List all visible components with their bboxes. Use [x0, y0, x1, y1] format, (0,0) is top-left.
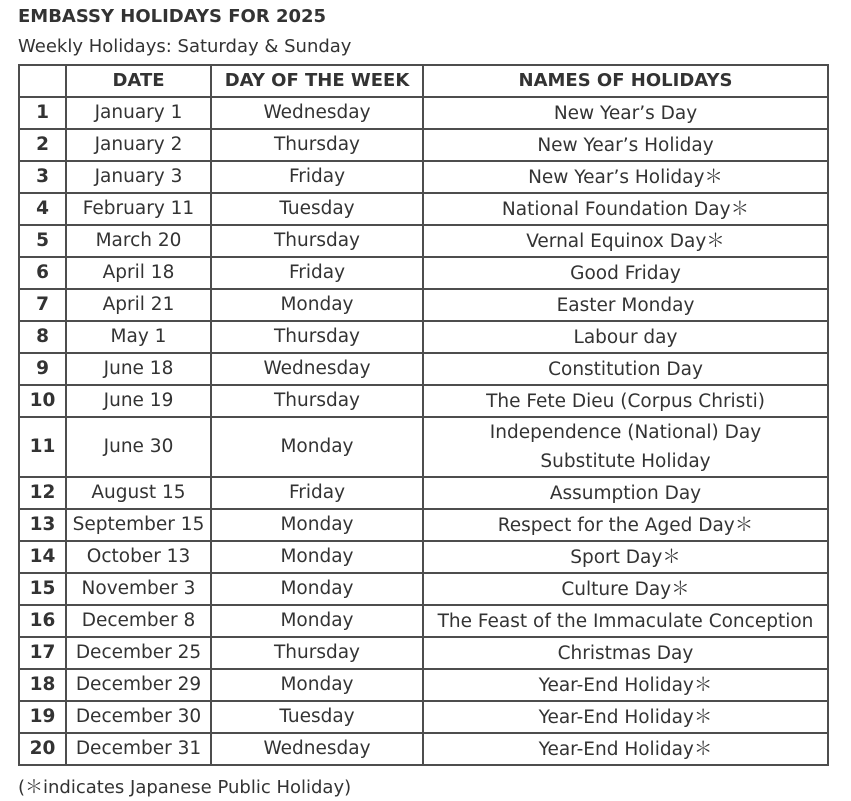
row-holiday-name [423, 225, 828, 257]
row-number: 20 [19, 733, 66, 765]
row-holiday-name [423, 637, 828, 669]
row-number: 9 [19, 353, 66, 385]
holiday-name-line: Assumption Day [549, 482, 702, 504]
row-day-of-week: Monday [211, 669, 423, 701]
holiday-name-line: Independence (National) Day [489, 422, 762, 443]
holiday-name-line: Constitution Day [548, 358, 703, 380]
row-number: 3 [19, 161, 66, 193]
table-row [19, 97, 828, 129]
row-date: October 13 [66, 541, 211, 573]
row-day-of-week: Friday [211, 257, 423, 289]
table-row [19, 477, 828, 509]
row-holiday-name [423, 701, 828, 733]
row-date: November 3 [66, 573, 211, 605]
row-number: 8 [19, 321, 66, 353]
row-holiday-name [423, 509, 828, 541]
holiday-name-line: New Year’s Holiday＊ [528, 166, 723, 188]
row-date: December 25 [66, 637, 211, 669]
table-row [19, 321, 828, 353]
table-row [19, 161, 828, 193]
row-day-of-week: Monday [211, 289, 423, 321]
row-holiday-name [423, 353, 828, 385]
row-day-of-week: Monday [211, 573, 423, 605]
row-day-of-week: Tuesday [211, 193, 423, 225]
holidays-table [18, 64, 829, 766]
row-day-of-week: Thursday [211, 385, 423, 417]
row-holiday-name [423, 385, 828, 417]
table-row [19, 417, 828, 477]
row-number: 14 [19, 541, 66, 573]
row-day-of-week: Tuesday [211, 701, 423, 733]
row-number: 11 [19, 417, 66, 477]
holiday-name-line: Good Friday [570, 262, 681, 284]
row-day-of-week: Thursday [211, 225, 423, 257]
row-number: 4 [19, 193, 66, 225]
row-holiday-name [423, 573, 828, 605]
row-date: June 19 [66, 385, 211, 417]
row-number: 13 [19, 509, 66, 541]
holiday-name-line: New Year’s Holiday [537, 134, 714, 156]
row-date: April 18 [66, 257, 211, 289]
row-number: 17 [19, 637, 66, 669]
row-date: April 21 [66, 289, 211, 321]
footnote: (＊indicates Japanese Public Holiday) [18, 777, 352, 798]
row-date: May 1 [66, 321, 211, 353]
row-date: January 1 [66, 97, 211, 129]
row-date: January 2 [66, 129, 211, 161]
row-number: 10 [19, 385, 66, 417]
table-header-row [19, 65, 828, 97]
row-holiday-name [423, 541, 828, 573]
row-date: December 30 [66, 701, 211, 733]
row-number: 15 [19, 573, 66, 605]
holiday-name-line: Easter Monday [556, 294, 695, 316]
table-row [19, 353, 828, 385]
row-day-of-week: Thursday [211, 129, 423, 161]
holiday-name-line: The Feast of the Immaculate Conception [437, 610, 814, 632]
row-number: 16 [19, 605, 66, 637]
row-holiday-name [423, 289, 828, 321]
header-date: DATE [66, 65, 211, 97]
table-row [19, 573, 828, 605]
row-holiday-name [423, 161, 828, 193]
table-row [19, 541, 828, 573]
holiday-name-line: Respect for the Aged Day＊ [497, 514, 754, 536]
holiday-name-line: Year-End Holiday＊ [538, 738, 713, 760]
row-day-of-week: Monday [211, 417, 423, 477]
row-holiday-name [423, 257, 828, 289]
row-date: January 3 [66, 161, 211, 193]
table-row [19, 669, 828, 701]
holiday-name-line: National Foundation Day＊ [501, 198, 750, 220]
table-row [19, 605, 828, 637]
table-row [19, 257, 828, 289]
row-holiday-name [423, 129, 828, 161]
row-date: December 29 [66, 669, 211, 701]
holiday-name-line: Sport Day＊ [570, 546, 681, 568]
row-day-of-week: Monday [211, 509, 423, 541]
row-holiday-name [423, 733, 828, 765]
row-number: 5 [19, 225, 66, 257]
row-date: March 20 [66, 225, 211, 257]
table-row [19, 289, 828, 321]
row-number: 2 [19, 129, 66, 161]
row-day-of-week: Wednesday [211, 353, 423, 385]
holiday-name-line: Year-End Holiday＊ [538, 706, 713, 728]
row-date: August 15 [66, 477, 211, 509]
table-row [19, 509, 828, 541]
row-day-of-week: Monday [211, 541, 423, 573]
row-date: September 15 [66, 509, 211, 541]
holiday-name-line: The Fete Dieu (Corpus Christi) [486, 390, 765, 412]
table-body [19, 97, 828, 765]
holiday-name-line: Labour day [573, 326, 678, 348]
holiday-name-line: Year-End Holiday＊ [538, 674, 713, 696]
table-row [19, 385, 828, 417]
holiday-name-line: Culture Day＊ [561, 578, 690, 600]
row-holiday-name [423, 321, 828, 353]
row-number: 18 [19, 669, 66, 701]
row-holiday-name [423, 417, 828, 477]
row-day-of-week: Friday [211, 161, 423, 193]
table-row [19, 193, 828, 225]
row-holiday-name [423, 605, 828, 637]
row-holiday-name [423, 193, 828, 225]
holiday-name-line: Vernal Equinox Day＊ [526, 230, 725, 252]
holiday-name-line: Substitute Holiday [540, 451, 711, 472]
header-day-of-week: DAY OF THE WEEK [211, 65, 423, 97]
row-date: December 31 [66, 733, 211, 765]
row-day-of-week: Thursday [211, 321, 423, 353]
row-date: June 18 [66, 353, 211, 385]
row-number: 1 [19, 97, 66, 129]
holiday-name-line: Christmas Day [557, 642, 694, 664]
row-day-of-week: Friday [211, 477, 423, 509]
row-holiday-name [423, 97, 828, 129]
row-number: 7 [19, 289, 66, 321]
row-date: June 30 [66, 417, 211, 477]
table-row [19, 701, 828, 733]
row-day-of-week: Wednesday [211, 97, 423, 129]
weekly-holidays-note: Weekly Holidays: Saturday & Sunday [18, 36, 352, 57]
table-row [19, 129, 828, 161]
row-number: 6 [19, 257, 66, 289]
page-title: EMBASSY HOLIDAYS FOR 2025 [18, 6, 327, 27]
header-holiday-name: NAMES OF HOLIDAYS [423, 65, 828, 97]
row-number: 19 [19, 701, 66, 733]
table-row [19, 637, 828, 669]
table-row [19, 733, 828, 765]
row-holiday-name [423, 669, 828, 701]
row-holiday-name [423, 477, 828, 509]
row-number: 12 [19, 477, 66, 509]
row-date: February 11 [66, 193, 211, 225]
row-day-of-week: Thursday [211, 637, 423, 669]
table-row [19, 225, 828, 257]
header-number [19, 65, 66, 97]
row-day-of-week: Monday [211, 605, 423, 637]
row-day-of-week: Wednesday [211, 733, 423, 765]
row-date: December 8 [66, 605, 211, 637]
holiday-name-line: New Year’s Day [553, 102, 698, 124]
